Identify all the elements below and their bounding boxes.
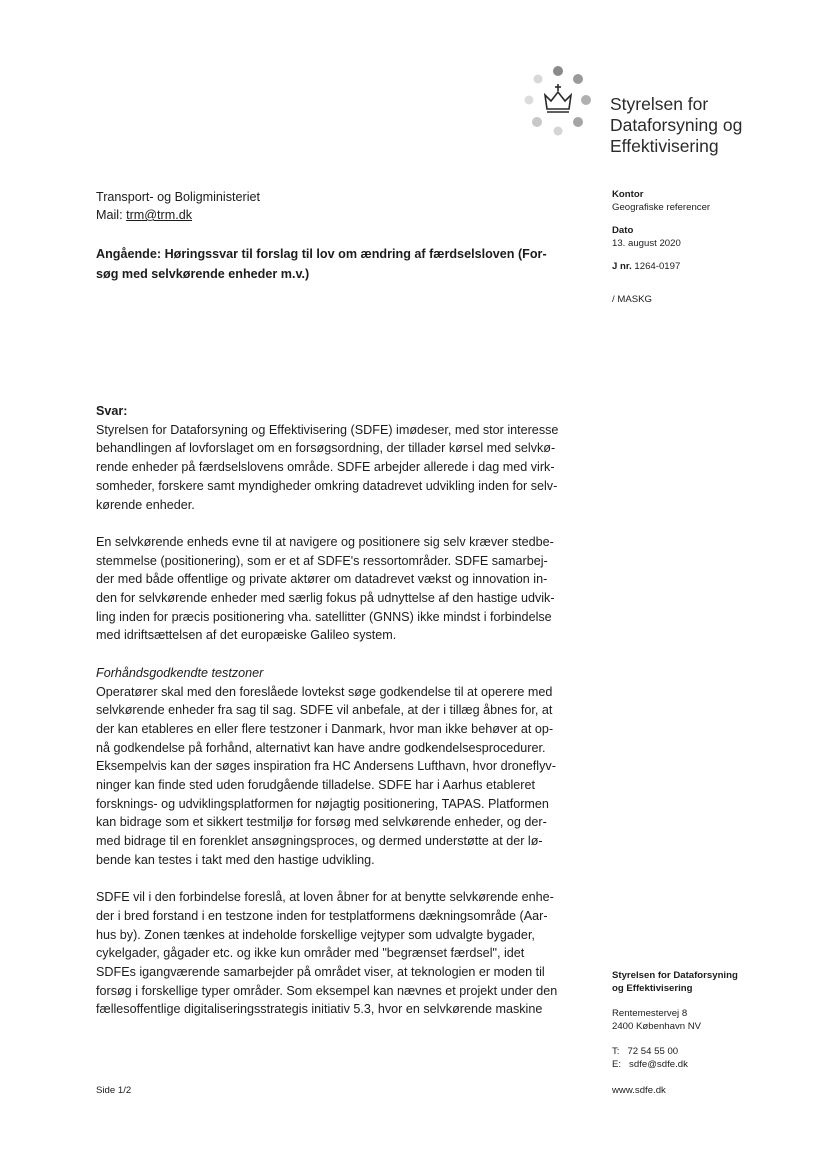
paragraph-2 bbox=[96, 533, 594, 645]
text-line: En selvkørende enheds evne til at navigere og positionere sig selv kræver stedbe- bbox=[96, 534, 554, 549]
text-line: somheder, forskere samt myndigheder omkring datadrevet udvikling inden for selv- bbox=[96, 478, 558, 493]
paragraph-1 bbox=[96, 421, 594, 515]
recipient-mail-row bbox=[96, 206, 260, 224]
page-number: Side 1/2 bbox=[96, 1085, 132, 1096]
subject-line-1: Angående: Høringssvar til forslag til lov om ændring af færdselsloven (For- bbox=[96, 247, 547, 261]
contact-org-line-1: Styrelsen for Dataforsyning bbox=[612, 970, 738, 981]
subject-heading bbox=[96, 244, 596, 284]
text-line: nå godkendelse på forhånd, alternativt kan have andre godkendelsesprocedurer. bbox=[96, 740, 546, 755]
initials: / MASKG bbox=[612, 294, 652, 305]
logo bbox=[518, 62, 598, 142]
mail-label: Mail: bbox=[96, 208, 123, 222]
text-line: fællesoffentlige digitaliseringsstrategis initiativ 5.3, hvor en selvkørende maskine bbox=[96, 1002, 543, 1017]
text-line: ninger kan finde sted uden forudgående tilladelse. SDFE har i Aarhus etableret bbox=[96, 778, 535, 793]
logo-line-1: Styrelsen for bbox=[610, 94, 709, 114]
jnr-label: J nr. bbox=[612, 261, 632, 272]
contact-org-line-2: og Effektivisering bbox=[612, 983, 693, 994]
contact-address-2: 2400 København NV bbox=[612, 1021, 702, 1032]
website-link[interactable]: www.sdfe.dk bbox=[612, 1085, 666, 1096]
text-line: kørende enheder. bbox=[96, 497, 195, 512]
contact-email: E: sdfe@sdfe.dk bbox=[612, 1059, 688, 1070]
letter-body bbox=[96, 402, 594, 1019]
text-line: forsøg i forskellige typer områder. Som eksempel kan nævnes et projekt under den bbox=[96, 983, 558, 998]
text-line: der med både offentlige og private aktører om datadrevet vækst og innovation in- bbox=[96, 572, 548, 587]
text-line: cykelgader, gågader etc. og ikke kun områder med "begrænset færdsel", idet bbox=[96, 946, 525, 961]
recipient-block bbox=[96, 188, 260, 224]
text-line: Eksempelvis kan der søges inspiration fra HC Andersens Lufthavn, hvor droneflyv- bbox=[96, 759, 556, 774]
text-line: der i bred forstand i en testzone inden for testplatformens dækningsområde (Aar- bbox=[96, 908, 548, 923]
text-line: den for selvkørende enheder med særlig fokus på udnyttelse af den hastige udvik- bbox=[96, 591, 555, 606]
office-label: Kontor bbox=[612, 189, 644, 200]
contact-block bbox=[612, 969, 812, 1071]
text-line: med bidrage til en forenklet ansøgningsproces, og dermed understøtte at der lø- bbox=[96, 834, 543, 849]
text-line: SDFE vil i den forbindelse foreslå, at loven åbner for at benytte selvkørende enhe- bbox=[96, 890, 554, 905]
office-value: Geografiske referencer bbox=[612, 202, 711, 213]
text-line: bende kan testes i takt med den hastige udvikling. bbox=[96, 852, 375, 867]
text-line: der kan etableres en eller flere testzoner i Danmark, hvor man ikke behøver at op- bbox=[96, 721, 554, 736]
text-line: med idriftsættelsen af det europæiske Galileo system. bbox=[96, 628, 397, 643]
jnr-value: 1264-0197 bbox=[634, 261, 681, 272]
crown-icon bbox=[518, 62, 598, 142]
date-value: 13. august 2020 bbox=[612, 238, 681, 249]
logo-line-2: Dataforsyning og bbox=[610, 115, 743, 135]
recipient-name: Transport- og Boligministeriet bbox=[96, 190, 261, 204]
logo-line-3: Effektivisering bbox=[610, 136, 719, 156]
text-line: rende enheder på færdselslovens område. SDFE arbejder allerede i dag med virk- bbox=[96, 460, 555, 475]
date-label: Dato bbox=[612, 225, 634, 236]
text-line: ling inden for præcis positionering vha. satellitter (GNNS) ikke mindst i forbindelse bbox=[96, 609, 552, 624]
text-line: SDFEs igangværende samarbejder på området viser, at teknologien er moden til bbox=[96, 965, 545, 980]
paragraph-3 bbox=[96, 683, 594, 870]
paragraph-4 bbox=[96, 888, 594, 1019]
text-line: selvkørende enheder fra sag til sag. SDFE vil anbefale, at der i tillæg åbnes for, at bbox=[96, 703, 553, 718]
text-line: hus by). Zonen tænkes at indeholde forskellige vejtyper som udvalgte bygader, bbox=[96, 927, 535, 942]
contact-address-1: Rentemestervej 8 bbox=[612, 1008, 688, 1019]
meta-column bbox=[612, 188, 802, 306]
text-line: stemmelse (positionering), som er et af SDFE's ressortområder. SDFE samarbej- bbox=[96, 553, 548, 568]
section-subheading: Forhåndsgodkendte testzoner bbox=[96, 665, 264, 680]
subject-line-2: søg med selvkørende enheder m.v.) bbox=[96, 267, 310, 281]
jnr-row bbox=[612, 260, 802, 273]
text-line: Operatører skal med den foreslåede lovtekst søge godkendelse til at operere med bbox=[96, 684, 553, 699]
text-line: Styrelsen for Dataforsyning og Effektivisering (SDFE) imødeser, med stor interesse bbox=[96, 422, 559, 437]
logo-text bbox=[610, 94, 742, 157]
mail-link[interactable]: trm@trm.dk bbox=[126, 208, 193, 222]
contact-phone: T: 72 54 55 00 bbox=[612, 1046, 679, 1057]
text-line: forsknings- og udviklingsplatformen for nøjagtig positionering, TAPAS. Platformen bbox=[96, 796, 549, 811]
answer-heading: Svar: bbox=[96, 404, 128, 418]
text-line: behandlingen af lovforslaget om en forsøgsordning, der tillader kørsel med selvkø- bbox=[96, 441, 556, 456]
text-line: kan bidrage som et sikkert testmiljø for forsøg med selvkørende enheder, og der- bbox=[96, 815, 547, 830]
